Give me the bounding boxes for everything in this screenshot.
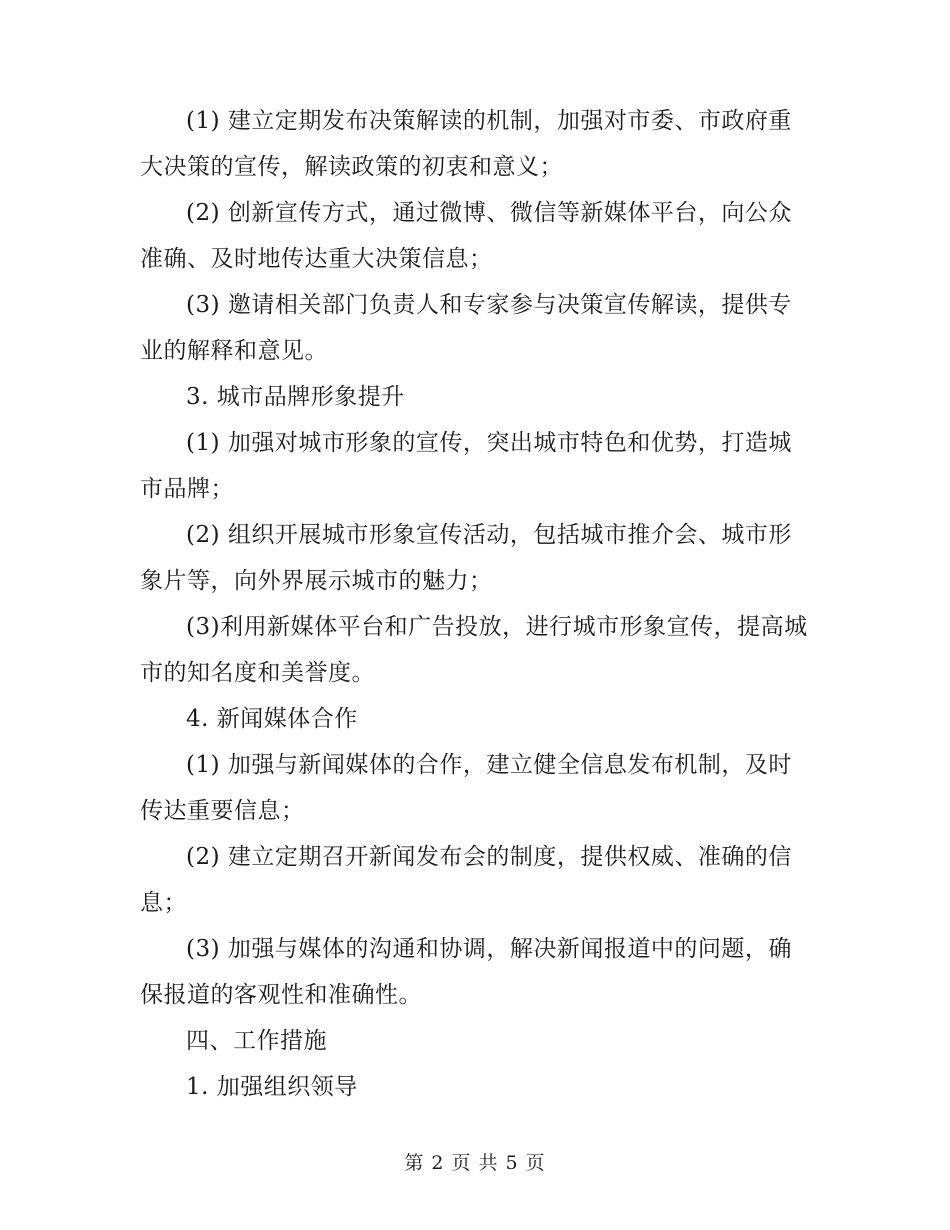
decision-item-1: (1) 建立定期发布决策解读的机制，加强对市委、市政府重大决策的宣传，解读政策的初衷和意义； (140, 108, 792, 180)
brand-item-1: (1) 加强对城市形象的宣传，突出城市特色和优势，打造城市品牌； (140, 430, 792, 502)
brand-item-3: (3)利用新媒体平台和广告投放，进行城市形象宣传，提高城市的知名度和美誉度。 (140, 614, 808, 686)
page-body (140, 98, 810, 1110)
media-item-3: (3) 加强与媒体的沟通和协调，解决新闻报道中的问题，确保报道的客观性和准确性。 (140, 936, 792, 1008)
page-number-footer: 第 2 页 共 5 页 (404, 1152, 546, 1174)
chapter-heading-4: 四、工作措施 (186, 1028, 327, 1054)
section-heading-3: 3. 城市品牌形象提升 (186, 384, 405, 410)
decision-item-2: (2) 创新宣传方式，通过微博、微信等新媒体平台，向公众准确、及时地传达重大决策信息； (140, 200, 792, 272)
section-heading-4: 4. 新闻媒体合作 (186, 706, 358, 732)
decision-item-3: (3) 邀请相关部门负责人和专家参与决策宣传解读，提供专业的解释和意见。 (140, 292, 792, 364)
media-item-1: (1) 加强与新闻媒体的合作，建立健全信息发布机制，及时传达重要信息； (140, 752, 792, 824)
measure-heading-1: 1. 加强组织领导 (186, 1074, 358, 1100)
brand-item-2: (2) 组织开展城市形象宣传活动，包括城市推介会、城市形象片等，向外界展示城市的魅力； (140, 522, 792, 594)
media-item-2: (2) 建立定期召开新闻发布会的制度，提供权威、准确的信息； (140, 844, 792, 916)
